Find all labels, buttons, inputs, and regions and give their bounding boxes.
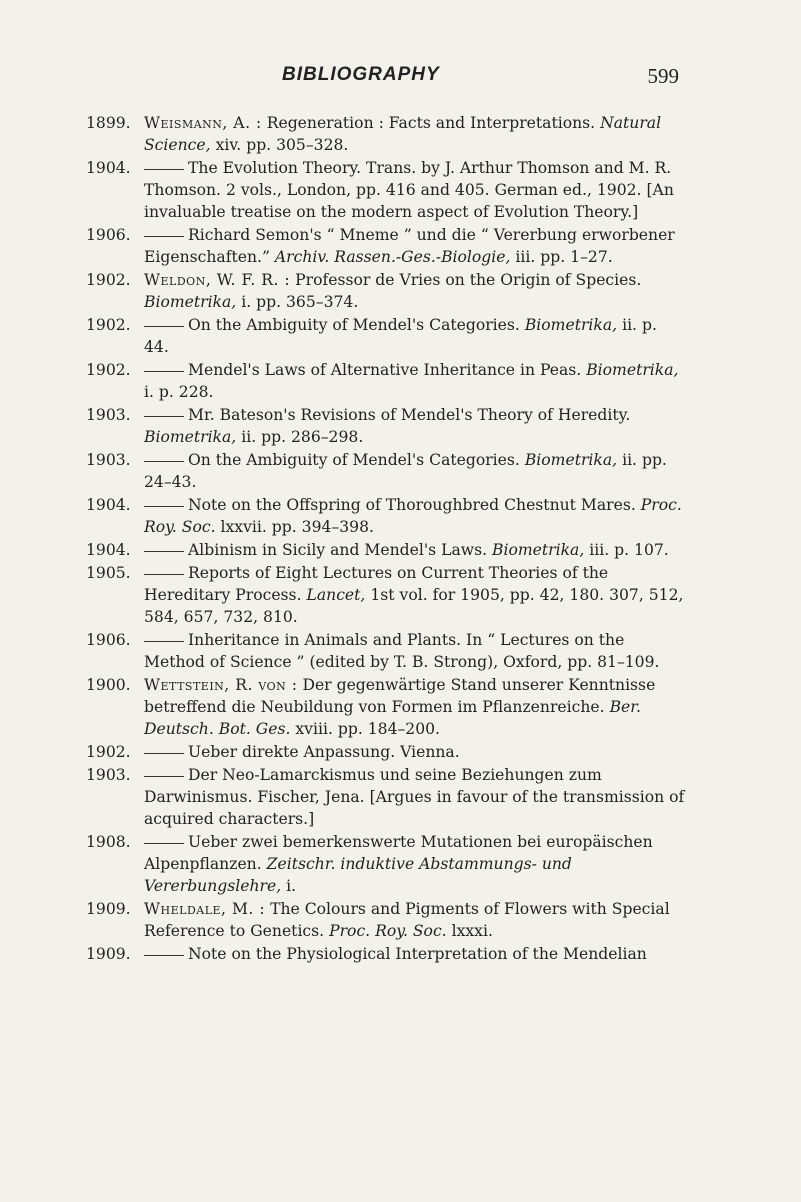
entry-body [144,224,686,268]
bibliography-entry [86,359,686,403]
bibliography-entry [86,449,686,493]
entry-body [144,449,686,493]
entry-title: On the Ambiguity of Mendel's Categories. [188,451,520,469]
entry-body [144,764,686,830]
bibliography-list [86,112,686,966]
entry-volume-pages: i. p. 228. [144,383,214,401]
ditto-dash [144,551,184,552]
bibliography-entry [86,224,686,268]
entry-body [144,359,686,403]
entry-year: 1899. [86,114,131,132]
entry-body [144,674,686,740]
bibliography-entry [86,831,686,897]
entry-body [144,943,686,965]
entry-volume-pages: i. [286,877,297,895]
entry-title: Albinism in Sicily and Mendel's Laws. [188,541,488,559]
entry-body [144,157,686,223]
bibliography-entry [86,404,686,448]
bibliography-entry [86,674,686,740]
entry-body [144,112,686,156]
entry-year: 1904. [86,496,131,514]
ditto-dash [144,461,184,462]
entry-volume-pages: lxxxi. [451,922,493,940]
entry-body [144,629,686,673]
entry-year: 1906. [86,631,131,649]
entry-title: Richard Semon's “ Mneme ” und die “ Vererbung erworbener Eigenschaften.” [144,226,675,266]
entry-title: On the Ambiguity of Mendel's Categories. [188,316,520,334]
entry-volume-pages: xiv. pp. 305–328. [215,136,349,154]
page-number: 599 [647,64,679,88]
entry-year: 1902. [86,361,131,379]
entry-publication: Ber. Deutsch. Bot. Ges. [144,698,641,738]
entry-title: Mr. Bateson's Revisions of Mendel's Theory of Heredity. [188,406,631,424]
entry-author: Weismann, A. : [144,114,262,132]
bibliography-entry [86,314,686,358]
entry-volume-pages: lxxvii. pp. 394–398. [220,518,374,536]
ditto-dash [144,753,184,754]
ditto-dash [144,416,184,417]
bibliography-entry [86,269,686,313]
entry-body [144,831,686,897]
entry-publication: Zeitschr. induktive Abstammungs- und Vererbungslehre, [144,855,572,895]
bibliography-entry [86,943,686,965]
entry-volume-pages: iii. p. 107. [589,541,669,559]
bibliography-entry [86,741,686,763]
bibliography-entry [86,494,686,538]
entry-volume-pages: xviii. pp. 184–200. [295,720,441,738]
entry-body [144,539,686,561]
entry-year: 1904. [86,159,131,177]
entry-publication: Proc. Roy. Soc. [144,496,682,536]
entry-year: 1909. [86,900,131,918]
bibliography-entry [86,562,686,628]
ditto-dash [144,371,184,372]
entry-publication: Natural Science, [144,114,662,154]
entry-title: Mendel's Laws of Alternative Inheritance in Peas. [188,361,582,379]
entry-title: Regeneration : Facts and Interpretations. [266,114,596,132]
entry-body [144,741,686,763]
entry-volume-pages: ii. pp. 286–298. [241,428,364,446]
entry-year: 1909. [86,945,131,963]
entry-title: Der gegenwärtige Stand unserer Kenntnisse betreffend die Neubildung von Formen im Pflanzenreiche. [144,676,656,716]
entry-body [144,314,686,358]
entry-author: Weldon, W. F. R. : [144,271,291,289]
entry-year: 1904. [86,541,131,559]
entry-title: Reports of Eight Lectures on Current Theories of the Hereditary Process. [144,564,609,604]
bibliography-entry [86,539,686,561]
entry-volume-pages: ii. pp. 24–43. [144,451,667,491]
ditto-dash [144,843,184,844]
bibliography-entry [86,157,686,223]
page-header [0,64,801,94]
entry-title: The Colours and Pigments of Flowers with Special Reference to Genetics. [144,900,670,940]
ditto-dash [144,326,184,327]
entry-body [144,494,686,538]
entry-year: 1906. [86,226,131,244]
entry-publication: Archiv. Rassen.-Ges.-Biologie, [274,248,511,266]
entry-year: 1908. [86,833,131,851]
entry-year: 1900. [86,676,131,694]
entry-volume-pages: 1st vol. for 1905, pp. 42, 180. 307, 512, 584, 657, 732, 810. [144,586,684,626]
entry-publication: Biometrika, [144,428,237,446]
entry-volume-pages: iii. pp. 1–27. [515,248,613,266]
entry-publication: Biometrika, [144,293,237,311]
bibliography-entry [86,629,686,673]
entry-title: Ueber zwei bemerkenswerte Mutationen bei europäischen Alpenpflanzen. [144,833,653,873]
entry-year: 1905. [86,564,131,582]
entry-body [144,269,686,313]
entry-volume-pages: ii. p. 44. [144,316,657,356]
entry-publication: Biometrika, [492,541,585,559]
entry-title: Inheritance in Animals and Plants. In “ Lectures on the Method of Science ” (edited by T. B. Strong), Oxford, pp. 81–109. [144,631,660,671]
entry-year: 1902. [86,271,131,289]
entry-volume-pages: i. pp. 365–374. [241,293,359,311]
entry-author: Wettstein, R. von : [144,676,298,694]
entry-year: 1902. [86,743,131,761]
entry-publication: Lancet, [306,586,366,604]
entry-year: 1903. [86,406,131,424]
entry-year: 1902. [86,316,131,334]
running-title: BIBLIOGRAPHY [282,64,440,85]
entry-body [144,404,686,448]
entry-publication: Biometrika, [524,316,618,334]
ditto-dash [144,236,184,237]
bibliography-entry [86,898,686,942]
entry-title: The Evolution Theory. Trans. by J. Arthur Thomson and M. R. Thomson. 2 vols., London, pp. 416 and 405. German ed., 1902. [An invaluable treatise on the modern aspect of Evolution Theory.] [144,159,674,221]
entry-publication: Biometrika, [524,451,618,469]
bibliography-entry [86,764,686,830]
entry-title: Der Neo-Lamarckismus und seine Beziehungen zum Darwinismus. Fischer, Jena. [Argues in favour of the transmission of acquired characters.] [144,766,685,828]
entry-title: Note on the Offspring of Thoroughbred Chestnut Mares. [188,496,636,514]
ditto-dash [144,641,184,642]
ditto-dash [144,506,184,507]
entry-publication: Biometrika, [586,361,679,379]
ditto-dash [144,169,184,170]
entry-publication: Proc. Roy. Soc. [329,922,447,940]
entry-body [144,898,686,942]
entry-year: 1903. [86,451,131,469]
entry-author: Wheldale, M. : [144,900,266,918]
ditto-dash [144,574,184,575]
ditto-dash [144,776,184,777]
bibliography-entry [86,112,686,156]
ditto-dash [144,955,184,956]
entry-title: Professor de Vries on the Origin of Species. [295,271,642,289]
entry-title: Ueber direkte Anpassung. Vienna. [188,743,460,761]
entry-title: Note on the Physiological Interpretation of the Mendelian [188,945,647,963]
entry-year: 1903. [86,766,131,784]
entry-body [144,562,686,628]
